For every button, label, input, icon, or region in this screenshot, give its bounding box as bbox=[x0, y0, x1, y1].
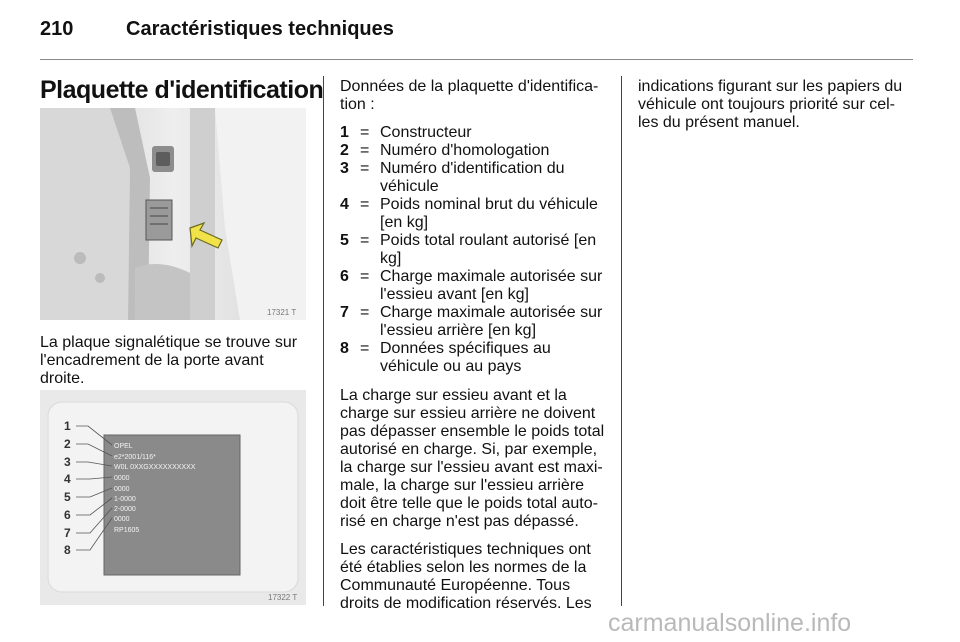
location-paragraph: La plaque signalétique se trouve sur l'encadrement de la porte avant droite. bbox=[40, 334, 298, 387]
legend-intro: Données de la plaquette d'identifica-tion : bbox=[340, 78, 599, 113]
figure1-code: 17321 T bbox=[267, 308, 297, 317]
legend-item: 1 = Constructeur bbox=[340, 124, 472, 141]
identification-plate-diagram bbox=[40, 390, 306, 605]
column-3 bbox=[638, 78, 906, 132]
callout-4: 4 bbox=[64, 472, 71, 486]
page-number: 210 bbox=[40, 18, 74, 40]
axle-load-paragraph: La charge sur essieu avant et la charge sur essieu arrière ne doivent pas dépasser ensemble le poids total autorisé en charge. Si, par exemple, la charge sur l'essieu avant est maxi-male, la charge sur l'essieu arrière doit être telle que le poids total auto-risé en charge n'est pas dépassé. bbox=[340, 387, 605, 530]
callout-8: 8 bbox=[64, 543, 71, 557]
column-divider-left bbox=[323, 76, 324, 606]
column-2 bbox=[340, 78, 608, 613]
column-divider-right bbox=[621, 76, 622, 606]
plate-line-6: 1-0000 bbox=[114, 496, 136, 503]
plate-line-8: 0000 bbox=[114, 516, 130, 523]
plate-line-5: 0000 bbox=[114, 486, 130, 493]
watermark-text: carmanualsonline.info bbox=[608, 609, 852, 637]
legend-item: 2 = Numéro d'homologation bbox=[340, 142, 550, 159]
legend-item: 3 = Numéro d'identification du véhicule bbox=[340, 160, 565, 195]
plate-line-1: OPEL bbox=[114, 443, 133, 450]
legend-list bbox=[340, 124, 608, 376]
plate-line-2: e2*2001/116* bbox=[114, 454, 156, 461]
priority-paragraph: indications figurant sur les papiers du véhicule ont toujours priorité sur cel-les du présent manuel. bbox=[638, 78, 903, 131]
legend-item: 4 = Poids nominal brut du véhicule [en kg] bbox=[340, 196, 598, 231]
callout-7: 7 bbox=[64, 526, 71, 540]
section-title: Plaquette d'identification bbox=[40, 76, 324, 104]
callout-5: 5 bbox=[64, 490, 71, 504]
plate-line-9: RP1605 bbox=[114, 527, 140, 534]
callout-3: 3 bbox=[64, 455, 71, 469]
callout-2: 2 bbox=[64, 437, 71, 451]
legend-item: 6 = Charge maximale autorisée sur l'essieu avant [en kg] bbox=[340, 268, 603, 303]
legend-item: 7 = Charge maximale autorisée sur l'essieu arrière [en kg] bbox=[340, 304, 603, 339]
figure2-code: 17322 T bbox=[268, 593, 298, 602]
chapter-title: Caractéristiques techniques bbox=[126, 18, 394, 40]
standards-paragraph: Les caractéristiques techniques ont été établies selon les normes de la Communauté Européenne. Tous droits de modification réservés. Les bbox=[340, 541, 592, 612]
column-1 bbox=[40, 334, 308, 388]
plate-line-4: 0000 bbox=[114, 475, 130, 482]
plate-line-3: W0L 0XXGXXXXXXXXXX bbox=[114, 464, 196, 471]
door-frame-photo bbox=[40, 108, 306, 320]
plate-line-7: 2-0000 bbox=[114, 506, 136, 513]
legend-item: 8 = Données spécifiques au véhicule ou au pays bbox=[340, 340, 551, 375]
callout-6: 6 bbox=[64, 508, 71, 522]
callout-1: 1 bbox=[64, 419, 71, 433]
legend-item: 5 = Poids total roulant autorisé [en kg] bbox=[340, 232, 597, 267]
header-rule bbox=[40, 59, 913, 60]
